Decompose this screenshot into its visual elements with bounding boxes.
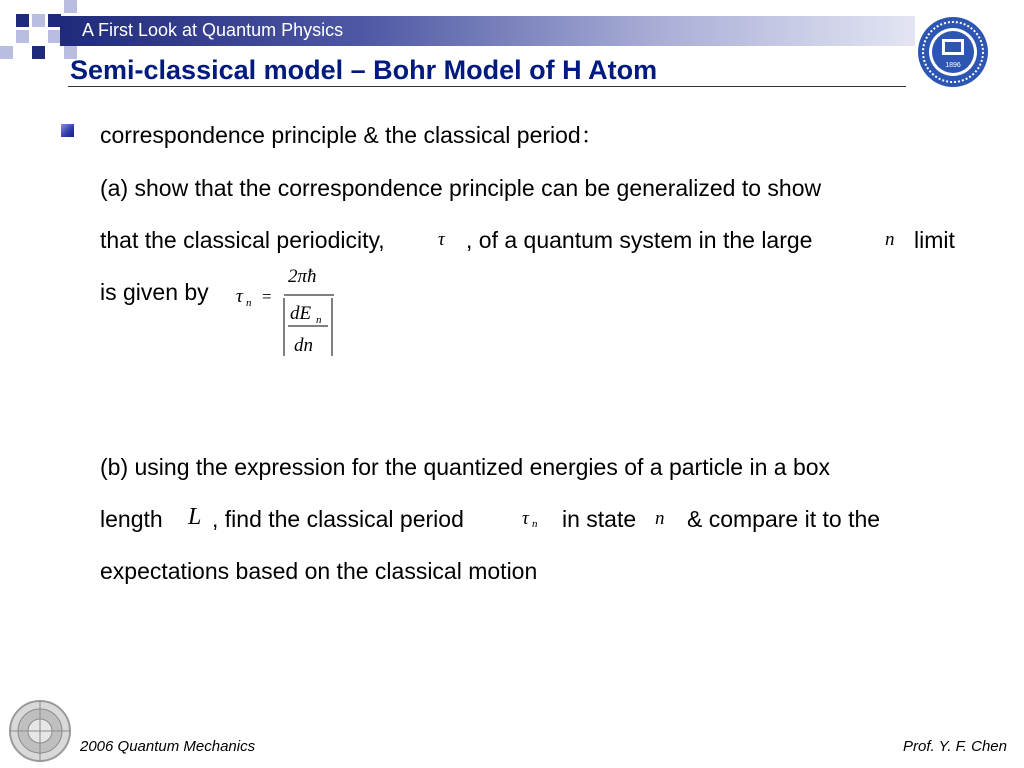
formula-lhs: τ [236,286,243,307]
formula-numerator: 2πħ [288,266,317,287]
deco-square [0,46,13,59]
part-a-line1: (a) show that the correspondence principle can be generalized to show [100,175,822,201]
part-a-line2-pre: that the classical periodicity, [100,227,385,253]
tau-symbol: τ [438,229,445,250]
university-emblem-icon [4,698,76,764]
deco-square [16,14,29,27]
slide-title: Semi-classical model – Bohr Model of H Atom [70,55,658,85]
deco-square [64,0,77,13]
n-symbol: n [885,229,895,250]
deco-square [16,30,29,43]
deco-square [32,14,45,27]
part-b-line2-mid: , find the classical period [212,506,464,532]
formula-den-top: dE [290,303,312,324]
formula-eq: = [262,287,272,306]
part-b-line2-post: & compare it to the [687,506,881,532]
seal-year: 1896 [945,62,961,69]
footer-course: 2006 Quantum Mechanics [80,738,256,755]
footer-author: Prof. Y. F. Chen [903,738,1007,755]
part-b-line2-pre: length [100,506,163,532]
part-b-line1: (b) using the expression for the quantized energies of a particle in a box [100,454,831,480]
part-a-line3: is given by [100,279,209,305]
university-seal-icon [916,15,990,89]
part-b-line2-mid2: in state [562,506,637,532]
period-formula [232,262,342,362]
bullet-icon [61,124,74,137]
course-title: A First Look at Quantum Physics [82,20,344,40]
part-a-line2-mid: , of a quantum system in the large [466,227,813,253]
part-a-line2-post: limit [914,227,955,253]
part-b-line3: expectations based on the classical motion [100,558,538,584]
n-symbol-b: n [655,508,665,529]
bullet-text: correspondence principle & the classical period： [100,122,604,148]
formula-den-top-sub: n [316,314,322,326]
formula-den-bottom: dn [294,335,313,356]
deco-square [32,46,45,59]
tau-n-symbol: τ [522,508,529,529]
L-symbol: L [188,504,202,530]
title-divider [68,86,906,87]
tau-n-subscript: n [532,518,538,530]
formula-lhs-sub: n [246,297,252,309]
